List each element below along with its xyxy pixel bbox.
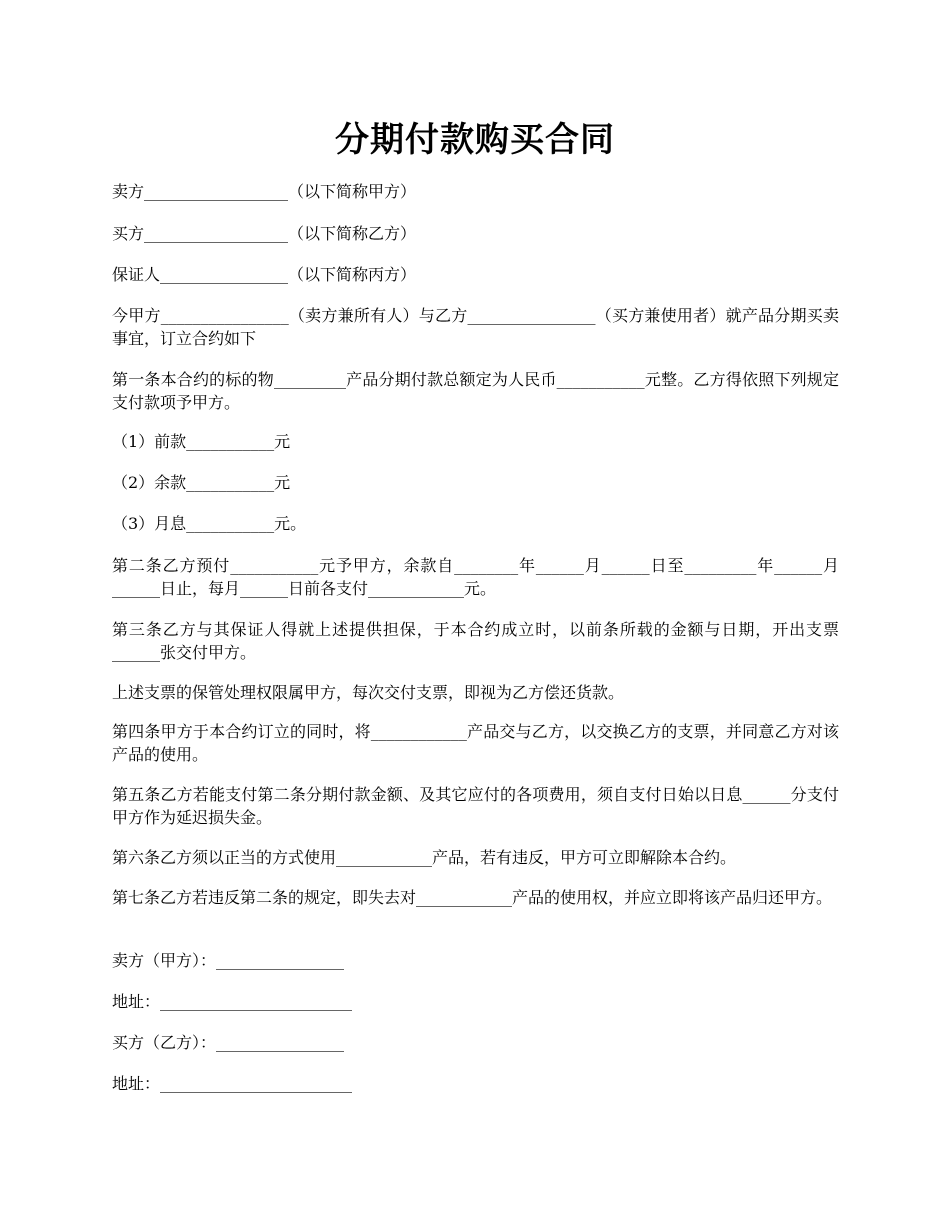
document-title: 分期付款购买合同 xyxy=(335,120,615,160)
article-4: 第四条甲方于本合约订立的同时，将____________产品交与乙方，以交换乙方的支票，并同意乙方对该产品的使用。 xyxy=(112,722,839,764)
article-5: 第五条乙方若能支付第二条分期付款金额、及其它应付的各项费用，须自支付日始以日息______分支付甲方作为延迟损失金。 xyxy=(112,785,839,827)
item-down-payment: （1）前款___________元 xyxy=(112,432,291,451)
guarantor-line: 保证人________________（以下简称丙方） xyxy=(112,265,417,284)
cheque-custody-paragraph: 上述支票的保管处理权限属甲方，每次交付支票，即视为乙方偿还货款。 xyxy=(112,683,625,702)
seller-signature-line: 卖方（甲方）：________________ xyxy=(112,951,345,970)
article-3: 第三条乙方与其保证人得就上述提供担保，于本合约成立时，以前条所载的金额与日期，开出支票______张交付甲方。 xyxy=(112,620,839,662)
seller-line: 卖方__________________（以下简称甲方） xyxy=(112,182,417,201)
seller-address-line: 地址：________________________ xyxy=(112,992,353,1011)
buyer-signature-line: 买方（乙方）：________________ xyxy=(112,1033,345,1052)
article-7: 第七条乙方若违反第二条的规定，即失去对____________产品的使用权，并应立即将该产品归还甲方。 xyxy=(112,888,833,907)
buyer-address-line: 地址：________________________ xyxy=(112,1074,353,1093)
article-6: 第六条乙方须以正当的方式使用____________产品，若有违反，甲方可立即解除本合约。 xyxy=(112,848,737,867)
article-1: 第一条本合约的标的物_________产品分期付款总额定为人民币___________元整。乙方得依照下列规定支付款项予甲方。 xyxy=(112,370,839,412)
preamble-paragraph: 今甲方________________（卖方兼所有人）与乙方________________（买方兼使用者）就产品分期买卖事宜，订立合约如下 xyxy=(112,306,839,348)
article-2: 第二条乙方预付___________元予甲方，余款自________年______月______日至_________年______月______日止，每月______日前各支付____________元。 xyxy=(112,556,839,598)
buyer-line: 买方__________________（以下简称乙方） xyxy=(112,224,417,243)
item-monthly-interest: （3）月息___________元。 xyxy=(112,514,307,533)
item-balance: （2）余款___________元 xyxy=(112,473,291,492)
